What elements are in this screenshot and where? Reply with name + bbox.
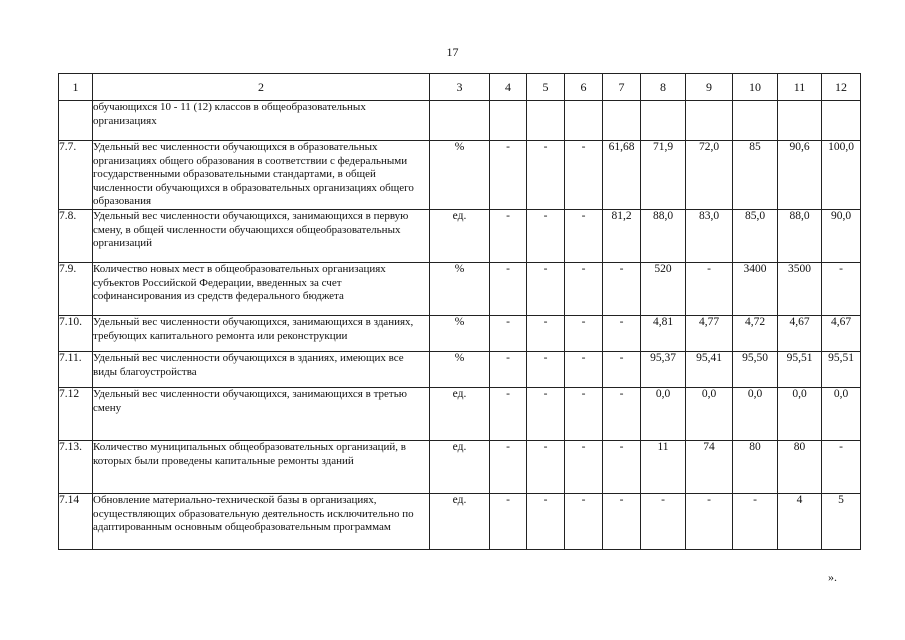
value-cell: [641, 101, 686, 141]
value-cell: -: [565, 352, 603, 388]
value-cell: 95,37: [641, 352, 686, 388]
column-header-8: 8: [641, 74, 686, 101]
value-cell: 4,81: [641, 316, 686, 352]
value-cell: -: [527, 352, 565, 388]
table-row: [59, 316, 861, 352]
indicator-description: обучающихся 10 - 11 (12) классов в общеобразовательных организациях: [93, 101, 430, 141]
value-cell: 4,77: [686, 316, 733, 352]
row-number: 7.7.: [59, 141, 93, 210]
value-cell: -: [565, 210, 603, 263]
value-cell: 80: [733, 441, 778, 494]
value-cell: 90,0: [822, 210, 861, 263]
indicator-description: Удельный вес численности обучающихся, занимающихся в третью смену: [93, 388, 430, 441]
row-number: [59, 101, 93, 141]
value-cell: 3500: [778, 263, 822, 316]
table-row: [59, 494, 861, 550]
value-cell: 61,68: [603, 141, 641, 210]
value-cell: 83,0: [686, 210, 733, 263]
table-row: [59, 141, 861, 210]
value-cell: -: [603, 316, 641, 352]
value-cell: -: [490, 141, 527, 210]
value-cell: -: [490, 316, 527, 352]
indicator-description: Удельный вес численности обучающихся в зданиях, имеющих все виды благоустройства: [93, 352, 430, 388]
value-cell: -: [490, 352, 527, 388]
value-cell: -: [603, 352, 641, 388]
value-cell: 71,9: [641, 141, 686, 210]
value-cell: -: [603, 494, 641, 550]
unit-cell: ед.: [430, 388, 490, 441]
value-cell: 72,0: [686, 141, 733, 210]
value-cell: -: [641, 494, 686, 550]
row-number: 7.10.: [59, 316, 93, 352]
value-cell: -: [603, 388, 641, 441]
row-number: 7.8.: [59, 210, 93, 263]
value-cell: -: [527, 388, 565, 441]
value-cell: 0,0: [733, 388, 778, 441]
value-cell: 0,0: [778, 388, 822, 441]
column-header-2: 2: [93, 74, 430, 101]
value-cell: -: [603, 263, 641, 316]
indicator-description: Обновление материально-технической базы в организациях, осуществляющих образовательную деятельность исключительно по адаптированным основным общеобразовательным программам: [93, 494, 430, 550]
column-header-1: 1: [59, 74, 93, 101]
value-cell: -: [527, 141, 565, 210]
column-header-3: 3: [430, 74, 490, 101]
table-row: [59, 263, 861, 316]
value-cell: -: [527, 316, 565, 352]
header-row: [59, 74, 861, 101]
value-cell: -: [822, 263, 861, 316]
table-row: [59, 101, 861, 141]
unit-cell: %: [430, 263, 490, 316]
unit-cell: %: [430, 316, 490, 352]
unit-cell: %: [430, 352, 490, 388]
value-cell: 0,0: [686, 388, 733, 441]
value-cell: -: [527, 210, 565, 263]
value-cell: -: [527, 263, 565, 316]
page-number: 17: [446, 45, 459, 59]
value-cell: 11: [641, 441, 686, 494]
unit-cell: ед.: [430, 441, 490, 494]
value-cell: -: [565, 494, 603, 550]
value-cell: 5: [822, 494, 861, 550]
value-cell: -: [527, 441, 565, 494]
value-cell: 95,51: [778, 352, 822, 388]
row-number: 7.11.: [59, 352, 93, 388]
row-number: 7.9.: [59, 263, 93, 316]
row-number: 7.12: [59, 388, 93, 441]
value-cell: 95,51: [822, 352, 861, 388]
value-cell: 95,41: [686, 352, 733, 388]
value-cell: -: [565, 263, 603, 316]
unit-cell: ед.: [430, 494, 490, 550]
indicator-description: Удельный вес численности обучающихся в образовательных организациях общего образования в соответствии с федеральными государственными образовательными стандартами, в общей численности обучающихся в образовательных организациях общего образования: [93, 141, 430, 210]
value-cell: -: [733, 494, 778, 550]
value-cell: 0,0: [822, 388, 861, 441]
column-header-11: 11: [778, 74, 822, 101]
value-cell: -: [822, 441, 861, 494]
indicator-description: Количество муниципальных общеобразовательных организаций, в которых были проведены капитальные ремонты зданий: [93, 441, 430, 494]
unit-cell: [430, 101, 490, 141]
unit-cell: %: [430, 141, 490, 210]
value-cell: 4,72: [733, 316, 778, 352]
value-cell: -: [686, 494, 733, 550]
value-cell: [778, 101, 822, 141]
row-number: 7.13.: [59, 441, 93, 494]
value-cell: -: [565, 141, 603, 210]
table-row: [59, 441, 861, 494]
value-cell: 88,0: [778, 210, 822, 263]
value-cell: 81,2: [603, 210, 641, 263]
value-cell: 85,0: [733, 210, 778, 263]
value-cell: 74: [686, 441, 733, 494]
closing-quote: ».: [828, 570, 837, 584]
column-header-6: 6: [565, 74, 603, 101]
value-cell: 4: [778, 494, 822, 550]
value-cell: -: [527, 494, 565, 550]
value-cell: 95,50: [733, 352, 778, 388]
value-cell: [527, 101, 565, 141]
value-cell: [490, 101, 527, 141]
value-cell: 85: [733, 141, 778, 210]
value-cell: [686, 101, 733, 141]
value-cell: -: [565, 388, 603, 441]
column-header-12: 12: [822, 74, 861, 101]
value-cell: 90,6: [778, 141, 822, 210]
value-cell: 88,0: [641, 210, 686, 263]
column-header-4: 4: [490, 74, 527, 101]
value-cell: 520: [641, 263, 686, 316]
value-cell: -: [490, 210, 527, 263]
table-row: [59, 352, 861, 388]
column-header-10: 10: [733, 74, 778, 101]
value-cell: [822, 101, 861, 141]
value-cell: -: [490, 263, 527, 316]
value-cell: -: [603, 441, 641, 494]
value-cell: -: [490, 441, 527, 494]
value-cell: 0,0: [641, 388, 686, 441]
value-cell: 100,0: [822, 141, 861, 210]
value-cell: [603, 101, 641, 141]
column-header-7: 7: [603, 74, 641, 101]
value-cell: -: [565, 316, 603, 352]
table-body: [59, 101, 861, 550]
value-cell: [565, 101, 603, 141]
column-header-5: 5: [527, 74, 565, 101]
indicator-description: Удельный вес численности обучающихся, занимающихся в зданиях, требующих капитального ремонта или реконструкции: [93, 316, 430, 352]
table-header: [59, 74, 861, 101]
value-cell: -: [686, 263, 733, 316]
indicator-description: Удельный вес численности обучающихся, занимающихся в первую смену, в общей численности обучающихся общеобразовательных организаций: [93, 210, 430, 263]
unit-cell: ед.: [430, 210, 490, 263]
value-cell: -: [490, 494, 527, 550]
indicators-table: [58, 73, 861, 550]
value-cell: -: [490, 388, 527, 441]
value-cell: 4,67: [822, 316, 861, 352]
value-cell: 4,67: [778, 316, 822, 352]
value-cell: 80: [778, 441, 822, 494]
value-cell: 3400: [733, 263, 778, 316]
column-header-9: 9: [686, 74, 733, 101]
table-row: [59, 210, 861, 263]
value-cell: [733, 101, 778, 141]
indicator-description: Количество новых мест в общеобразовательных организациях субъектов Российской Федерации, введенных за счет софинансирования из средств федерального бюджета: [93, 263, 430, 316]
row-number: 7.14: [59, 494, 93, 550]
table-row: [59, 388, 861, 441]
value-cell: -: [565, 441, 603, 494]
